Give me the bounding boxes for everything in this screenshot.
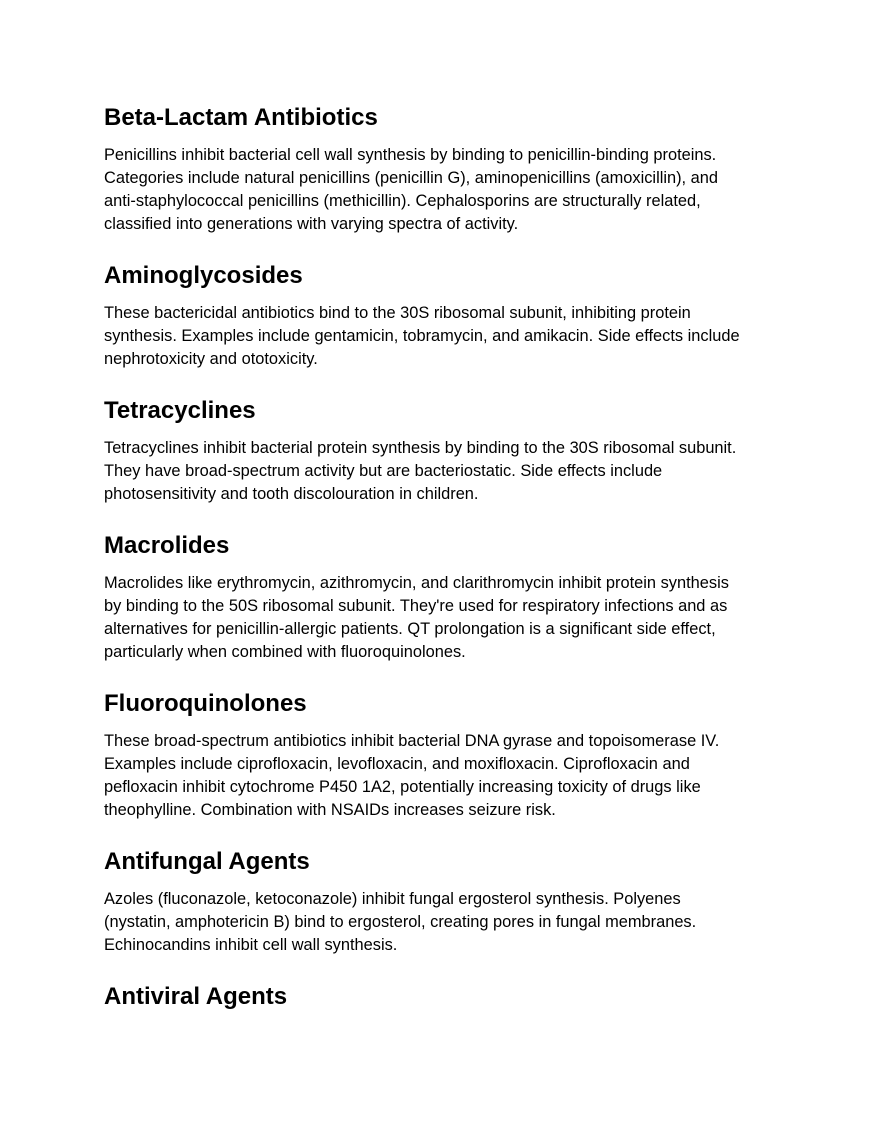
section-macrolides xyxy=(104,532,804,664)
paragraph-line: Penicillins inhibit bacterial cell wall synthesis by binding to penicillin-binding proteins. xyxy=(104,145,717,164)
section-paragraph xyxy=(104,437,804,506)
section-paragraph xyxy=(104,888,804,957)
paragraph-line: These broad-spectrum antibiotics inhibit bacterial DNA gyrase and topoisomerase IV. xyxy=(104,731,720,750)
paragraph-line: alternatives for penicillin-allergic patients. QT prolongation is a significant side effect, xyxy=(104,619,716,638)
section-heading: Beta-Lactam Antibiotics xyxy=(104,104,378,131)
paragraph-line: (nystatin, amphotericin B) bind to ergosterol, creating pores in fungal membranes. xyxy=(104,912,697,931)
document-page xyxy=(104,104,804,1011)
section-paragraph xyxy=(104,302,804,371)
section-fluoroquinolones xyxy=(104,690,804,822)
paragraph-line: theophylline. Combination with NSAIDs increases seizure risk. xyxy=(104,800,556,819)
paragraph-line: nephrotoxicity and ototoxicity. xyxy=(104,349,318,368)
paragraph-line: by binding to the 50S ribosomal subunit. They're used for respiratory infections and as xyxy=(104,596,728,615)
paragraph-line: Echinocandins inhibit cell wall synthesis. xyxy=(104,935,398,954)
paragraph-line: Macrolides like erythromycin, azithromycin, and clarithromycin inhibit protein synthesis xyxy=(104,573,729,592)
paragraph-line: photosensitivity and tooth discolouration in children. xyxy=(104,484,479,503)
section-paragraph xyxy=(104,572,804,664)
paragraph-line: classified into generations with varying spectra of activity. xyxy=(104,214,519,233)
paragraph-line: Examples include ciprofloxacin, levofloxacin, and moxifloxacin. Ciprofloxacin and xyxy=(104,754,690,773)
section-heading: Macrolides xyxy=(104,532,230,559)
paragraph-line: pefloxacin inhibit cytochrome P450 1A2, potentially increasing toxicity of drugs like xyxy=(104,777,701,796)
section-heading: Tetracyclines xyxy=(104,397,256,424)
paragraph-line: These bactericidal antibiotics bind to the 30S ribosomal subunit, inhibiting protein xyxy=(104,303,691,322)
paragraph-line: synthesis. Examples include gentamicin, tobramycin, and amikacin. Side effects include xyxy=(104,326,740,345)
paragraph-line: Categories include natural penicillins (penicillin G), aminopenicillins (amoxicillin), and xyxy=(104,168,719,187)
section-heading: Antiviral Agents xyxy=(104,983,288,1010)
section-paragraph xyxy=(104,144,804,236)
section-antiviral-agents xyxy=(104,983,804,1011)
paragraph-line: Azoles (fluconazole, ketoconazole) inhibit fungal ergosterol synthesis. Polyenes xyxy=(104,889,681,908)
section-beta-lactam-antibiotics xyxy=(104,104,804,236)
paragraph-line: anti-staphylococcal penicillins (methicillin). Cephalosporins are structurally related, xyxy=(104,191,701,210)
section-heading: Antifungal Agents xyxy=(104,848,310,875)
paragraph-line: particularly when combined with fluoroquinolones. xyxy=(104,642,466,661)
paragraph-line: Tetracyclines inhibit bacterial protein synthesis by binding to the 30S ribosomal subunit. xyxy=(104,438,737,457)
section-tetracyclines xyxy=(104,397,804,506)
section-heading: Fluoroquinolones xyxy=(104,690,307,717)
section-heading: Aminoglycosides xyxy=(104,262,303,289)
paragraph-line: They have broad-spectrum activity but are bacteriostatic. Side effects include xyxy=(104,461,663,480)
section-antifungal-agents xyxy=(104,848,804,957)
section-paragraph xyxy=(104,730,804,822)
section-aminoglycosides xyxy=(104,262,804,371)
